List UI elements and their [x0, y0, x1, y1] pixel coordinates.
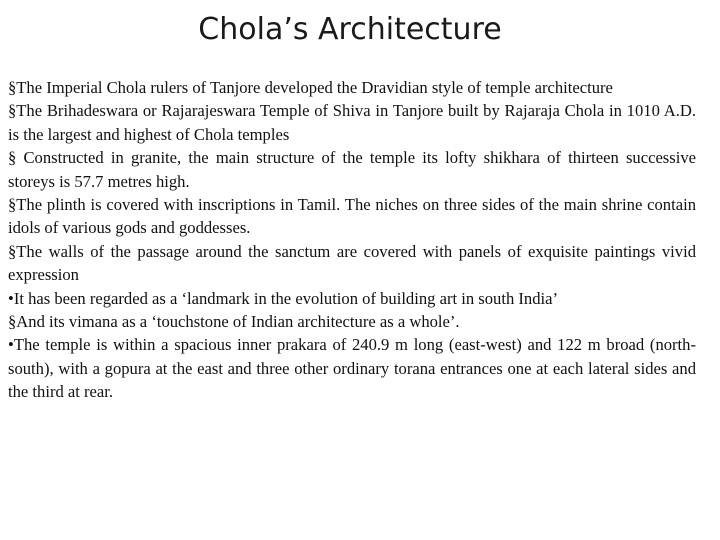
- bullet-paragraph: [8, 287, 696, 310]
- bullet-paragraph: [8, 146, 696, 193]
- paragraph-text: And its vimana as a ‘touchstone of Indian architecture as a whole’.: [16, 312, 460, 332]
- bullet-paragraph: [8, 310, 696, 333]
- bullet-paragraph: [8, 333, 696, 403]
- bullet-paragraph: [8, 240, 696, 287]
- bullet-marker: •: [8, 335, 14, 355]
- paragraph-text: The Brihadeswara or Rajarajeswara Temple of Shiva in Tanjore built by Rajaraja Chola in 1010 A.D. is the largest and highest of Chola temples: [8, 101, 696, 144]
- bullet-marker: §: [8, 241, 17, 261]
- paragraph-text: The walls of the passage around the sanctum are covered with panels of exquisite paintings vivid expression: [8, 241, 696, 285]
- bullet-paragraph: [8, 99, 696, 146]
- bullet-marker: §: [8, 195, 17, 215]
- paragraph-text: Constructed in granite, the main structure of the temple its lofty shikhara of thirteen successive storeys is 57.7 metres high.: [8, 148, 696, 191]
- slide-body: [8, 76, 696, 404]
- bullet-marker: §: [8, 101, 17, 121]
- bullet-marker: §: [8, 312, 17, 332]
- paragraph-text: The Imperial Chola rulers of Tanjore developed the Dravidian style of temple architecture: [16, 78, 613, 97]
- paragraph-text: It has been regarded as a ‘landmark in the evolution of building art in south India’: [13, 288, 559, 308]
- slide-title: Chola’s Architecture: [198, 12, 502, 47]
- paragraph-text: The temple is within a spacious inner prakara of 240.9 m long (east-west) and 122 m broad (north-south), with a gopura at the east and three other ordinary torana entrances one at each lateral sides and the third at rear.: [8, 335, 696, 402]
- bullet-paragraph: [8, 76, 696, 99]
- paragraph-text: The plinth is covered with inscriptions in Tamil. The niches on three sides of the main shrine contain idols of various gods and goddesses.: [8, 195, 696, 238]
- bullet-marker: •: [8, 288, 14, 308]
- bullet-marker: §: [8, 148, 17, 168]
- bullet-marker: §: [8, 78, 17, 97]
- bullet-paragraph: [8, 193, 696, 240]
